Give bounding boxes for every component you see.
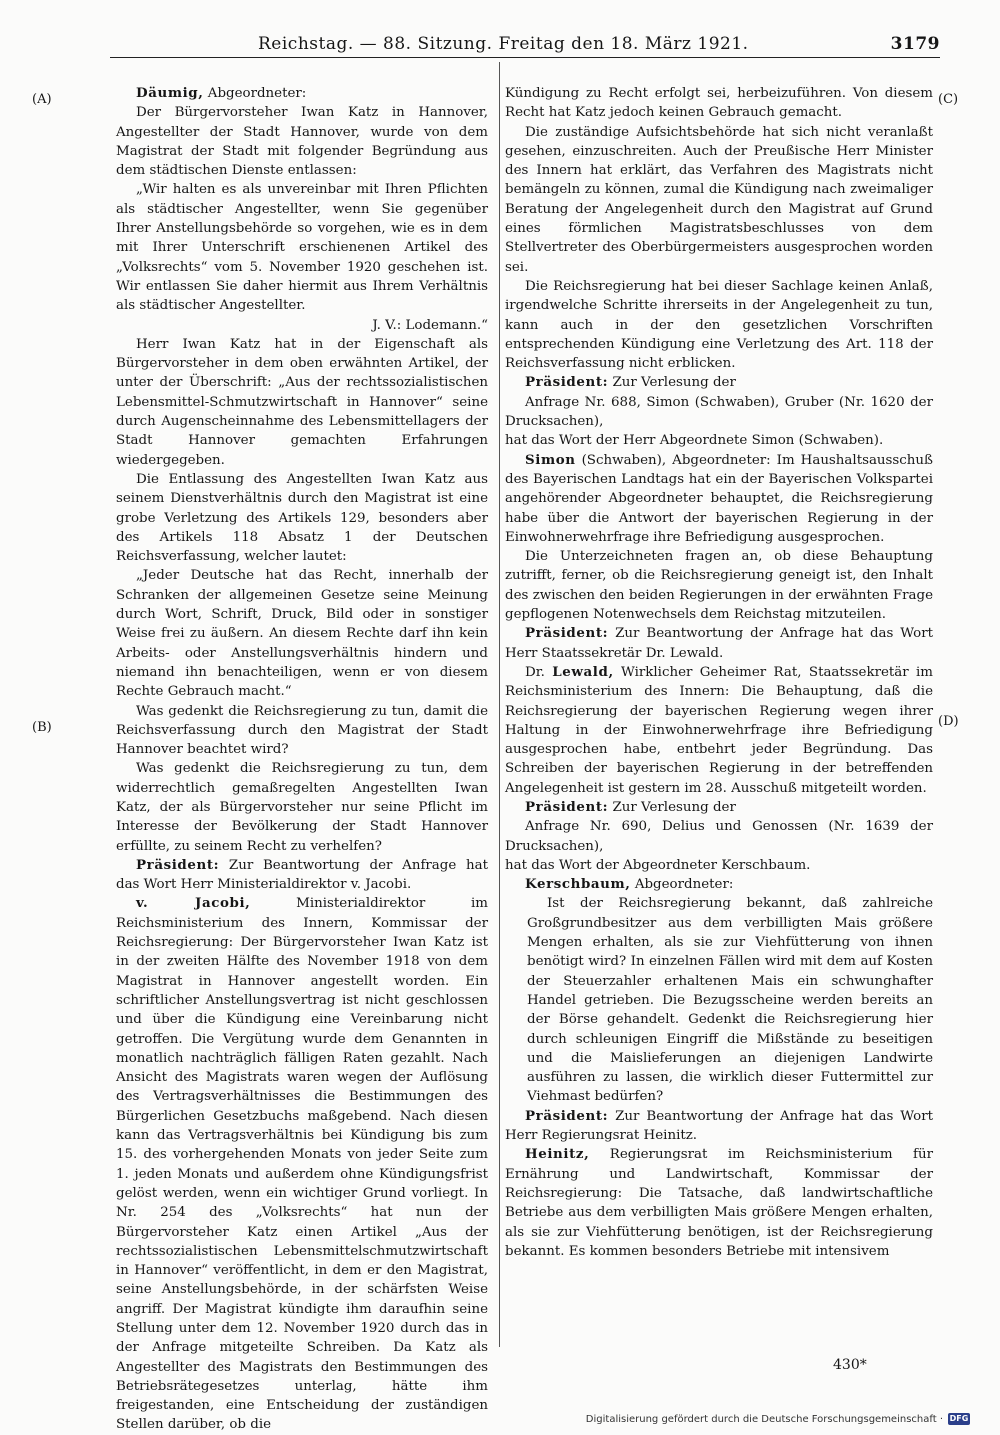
paragraph: Was gedenkt die Reichsregierung zu tun, dem widerrechtlich gemaßregelten Angestellten Iwan Katz, der als Bürgervorsteher nur seine Pflicht im Interesse der Bevölkerung der Stadt Hannover erfüllte, zu seinem Recht zu verhelfen?	[116, 761, 488, 854]
paragraph: hat das Wort der Herr Abgeordnete Simon (Schwaben).	[505, 433, 884, 449]
signature-line: J. V.: Lodemann.“	[372, 317, 488, 333]
speaker-role: Abgeordneter:	[630, 877, 734, 893]
page-number: 3179	[890, 34, 940, 54]
speech-text: Zur Beantwortung der Anfrage hat das Wort Herr Staatssekretär Dr. Lewald.	[505, 626, 933, 661]
inquiry-reference: Anfrage Nr. 688, Simon (Schwaben), Gruber (Nr. 1620 der Drucksachen),	[505, 394, 933, 430]
header-rule	[110, 57, 940, 58]
speaker-name: Präsident:	[525, 798, 609, 815]
speaker-name: Kerschbaum,	[525, 876, 631, 893]
quote-block: „Wir halten es als unvereinbar mit Ihren Pflichten als städtischer Angestellter, wenn Sie gegenüber Ihrer Anstellungsbehörde so vorgehen, wie es in dem mit Ihrer Unterschrift erschienenen Artikel des „Volksrechts“ vom 5. November 1920 geschehen ist. Wir entlassen Sie daher hiermit aus Ihrem Verhältnis als städtischer Angestellter.	[116, 182, 488, 314]
speech-text: Regierungsrat im Reichsministerium für Ernährung und Landwirtschaft, Kommissar der Reichsregierung: Die Tatsache, daß landwirtschaftliche Betriebe aus dem verbilligten Mais größere Mengen erhalten, als sie zur Viehfütterung benötigen, ist der Reichsregierung bekannt. Es kommen besonders Betriebe mit intensivem	[505, 1147, 933, 1259]
paragraph: Die Unterzeichneten fragen an, ob diese Behauptung zutrifft, ferner, ob die Reichsregierung geneigt ist, den Inhalt des zwischen den beiden Regierungen in der erwähnten Frage gepflogenen Notenwechsels dem Reichstag mitzuteilen.	[505, 549, 933, 623]
speaker-name: Däumig,	[136, 85, 204, 101]
speech-president	[116, 856, 488, 895]
speech-president	[505, 624, 933, 663]
dfg-credit-text: Digitalisierung gefördert durch die Deutsche Forschungsgemeinschaft ·	[585, 1413, 943, 1425]
page-reference: 430*	[833, 1357, 867, 1373]
speech-kerschbaum	[505, 875, 933, 894]
speech-jacobi	[116, 894, 488, 1434]
speech-president	[505, 373, 933, 392]
speaker-name: v. Jacobi,	[136, 895, 251, 912]
margin-mark-c: (C)	[938, 92, 959, 107]
speech-text: Ministerialdirektor im Reichsministerium des Innern, Kommissar der Reichsregierung: Der Bürgervorsteher Iwan Katz ist in der zweiten Hälfte des November 1918 von dem Magistrat in Hannover angestellt worden. Ein schriftlicher Anstellungsvertrag ist nicht geschlossen und über die Kündigung eine Vereinbarung nicht getroffen. Die Vergütung wurde dem Genannten in monatlich nachträglich fälligen Raten gezahlt. Nach Ansicht des Magistrats waren wegen der Auflösung des Vertragsverhältnisses die Bestimmungen des Bürgerlichen Gesetzbuchs maßgebend. Nach diesen kann das Vertragsverhältnis bei Kündigung bis zum 15. des vorhergehenden Monats von jeder Seite zum 1. jeden Monats und außerdem ohne Kündigungsfrist gelöst werden, wenn ein wichtiger Grund vorliegt. In Nr. 254 des „Volksrechts“ hat nun der Bürgervorsteher Katz einen Artikel „Aus der rechtssozialistischen Lebensmittelschmutzwirtschaft in Hannover“ veröffentlicht, in dem er den Magistrat, seine Anstellungsbehörde, in der schärfsten Weise angriff. Der Magistrat kündigte ihm daraufhin seine Stellung unter dem 12. November 1920 durch das in der Anfrage mitgeteilte Schreiben. Da Katz als Angestellter des Magistrats den Bestimmungen des Betriebsrätegesetzes unterlag, hätte ihm freigestanden, eine Entscheidung der zuständigen Stellen darüber, ob die	[116, 896, 488, 1433]
running-head: Reichstag. — 88. Sitzung. Freitag den 18. März 1921.	[258, 34, 749, 54]
left-column	[116, 84, 488, 1435]
speech-text: Zur Beantwortung der Anfrage hat das Wort Herr Regierungsrat Heinitz.	[505, 1108, 933, 1144]
speech-text: Zur Verlesung der	[608, 375, 736, 391]
speech-text: Zur Beantwortung der Anfrage hat das Wort Herr Ministerialdirektor v. Jacobi.	[116, 857, 488, 893]
page-header	[110, 30, 940, 56]
paragraph: Der Bürgervorsteher Iwan Katz in Hannover, Angestellter der Stadt Hannover, wurde von dem Magistrat der Stadt mit folgender Begründung aus dem städtischen Dienste entlassen:	[116, 105, 488, 179]
speech-president	[505, 798, 933, 817]
speaker-role: Abgeordneter:	[203, 86, 307, 101]
paragraph: hat das Wort der Abgeordneter Kerschbaum.	[505, 857, 811, 873]
speaker-prefix: Dr.	[525, 664, 553, 680]
speaker-name: Präsident:	[525, 625, 609, 642]
right-column	[505, 84, 933, 1261]
quote-block: Ist der Reichsregierung bekannt, daß zahlreiche Großgrundbesitzer aus dem verbilligten Mais größere Mengen erhalten, als sie zur Viehfütterung von ihnen benötigt wird? In einzelnen Fällen wird mit dem auf Kosten der Steuerzahler erhaltenen Mais ein schwunghafter Handel getrieben. Die Bezugsscheine werden bereits an der Börse gehandelt. Gedenkt die Reichsregierung hier durch schleunigen Eingriff die Mißstände zu beseitigen und die Maislieferungen an diejenigen Landwirte ausführen zu lassen, die wirklich dieser Futtermittel zur Viehmast bedürfen?	[527, 896, 933, 1105]
dfg-credit	[586, 1413, 970, 1425]
paragraph: Herr Iwan Katz hat in der Eigenschaft als Bürgervorsteher in dem oben erwähnten Artikel, der unter der Überschrift: „Aus der rechtssozialistischen Lebensmittel-Schmutzwirtschaft in Hannover“ seine durch Augenscheinnahme des Lebensmittellagers der Stadt Hannover gemachten Erfahrungen wiedergegeben.	[116, 336, 488, 468]
margin-mark-a: (A)	[32, 92, 52, 107]
paragraph: Was gedenkt die Reichsregierung zu tun, damit die Reichsverfassung durch den Magistrat der Stadt Hannover beachtet wird?	[116, 703, 488, 758]
column-divider	[499, 62, 500, 1347]
speaker-name: Präsident:	[525, 1107, 609, 1124]
speech-president	[505, 1107, 933, 1146]
speech-daeumig	[116, 84, 488, 103]
speaker-name: Präsident:	[136, 856, 220, 873]
paragraph: Die zuständige Aufsichtsbehörde hat sich nicht veranlaßt gesehen, einzuschreiten. Auch der Preußische Herr Minister des Innern hat erklärt, das Verfahren des Magistrats nicht bemängeln zu können, zumal die Kündigung nach zweimaliger Beratung der Angelegenheit durch den Magistrat auf Grund eines förmlichen Magistratsbeschlusses von dem Stellvertreter des Oberbürgermeisters ausgesprochen worden sei.	[505, 124, 933, 275]
speech-lewald	[505, 663, 933, 798]
paragraph: Kündigung zu Recht erfolgt sei, herbeizuführen. Von diesem Recht hat Katz jedoch keinen Gebrauch gemacht.	[505, 86, 933, 121]
speaker-name: Präsident:	[525, 374, 609, 391]
quote-block: „Jeder Deutsche hat das Recht, innerhalb der Schranken der allgemeinen Gesetze seine Meinung durch Wort, Schrift, Druck, Bild oder in sonstiger Weise frei zu äußern. An diesem Rechte darf ihn kein Arbeits- oder Anstellungsverhältnis hindern und niemand ihn benachteiligen, wenn er von diesem Rechte Gebrauch macht.“	[116, 568, 488, 700]
speaker-name: Heinitz,	[525, 1146, 590, 1163]
paragraph: Die Entlassung des Angestellten Iwan Katz aus seinem Dienstverhältnis durch den Magistrat ist eine grobe Verletzung des Artikels 129, besonders aber des Artikels 118 Absatz 1 der Deutschen Reichsverfassung, welcher lautet:	[116, 471, 488, 565]
speech-text: (Schwaben), Abgeordneter: Im Haushaltsausschuß des Bayerischen Landtags hat ein der Bayerischen Volkspartei angehörender Abgeordneter behauptet, die Reichsregierung habe über die Antwort der bayerischen Regierung in der Einwohnerwehrfrage ihre Befriedigung ausgesprochen.	[505, 452, 933, 545]
speech-simon	[505, 451, 933, 547]
speaker-name: Simon	[525, 451, 576, 468]
inquiry-reference: Anfrage Nr. 690, Delius und Genossen (Nr. 1639 der Drucksachen),	[505, 819, 933, 854]
margin-mark-b: (B)	[32, 720, 52, 735]
speech-heinitz	[505, 1145, 933, 1261]
speech-text: Zur Verlesung der	[608, 799, 736, 815]
margin-mark-d: (D)	[938, 714, 959, 729]
speaker-name: Lewald,	[552, 663, 614, 680]
speech-text: Wirklicher Geheimer Rat, Staatssekretär im Reichsministerium des Innern: Die Behauptung, daß die Reichsregierung der bayerischen Regierung wegen ihrer Haltung in der Einwohnerwehrfrage ihre Befriedigung ausgesprochen habe, entbehrt jeder Begründung. Das Schreiben der bayerischen Regierung in der betreffenden Angelegenheit ist gestern im 28. Ausschuß mitgeteilt worden.	[505, 664, 933, 796]
paragraph: Die Reichsregierung hat bei dieser Sachlage keinen Anlaß, irgendwelche Schritte ihrerseits in der Angelegenheit zu tun, kann auch in der den gesetzlichen Vorschriften entsprechenden Kündigung eine Verletzung des Art. 118 der Reichsverfassung nicht erblicken.	[505, 278, 933, 372]
dfg-logo-icon: DFG	[949, 1414, 969, 1423]
